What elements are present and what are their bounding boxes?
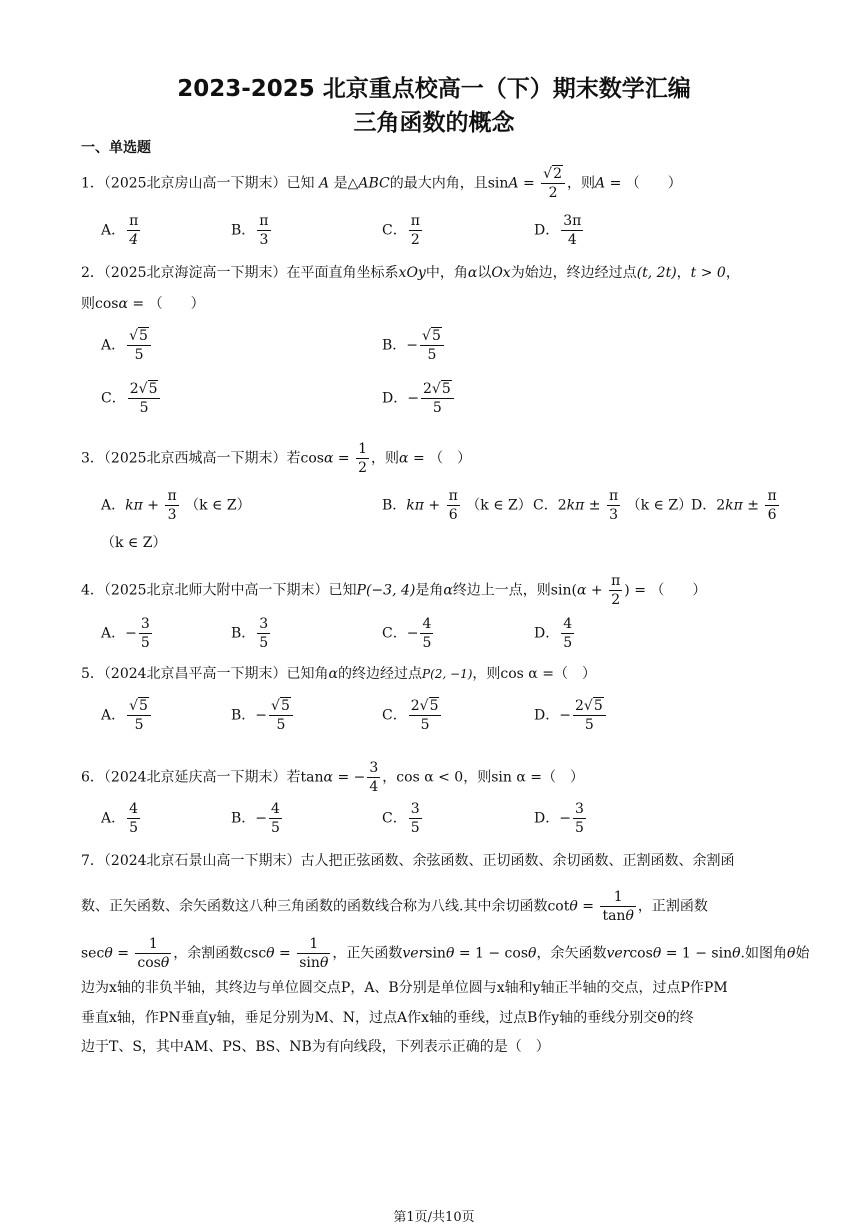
- q5-option-b[interactable]: B．− $\frac{√5}{5}$: [231, 697, 295, 734]
- q6-option-d[interactable]: D．− $\frac{3}{5}$: [534, 801, 584, 836]
- q1-option-b[interactable]: B． $\frac{\pi}{3}$: [231, 213, 269, 248]
- q6-option-b[interactable]: B．− $\frac{4}{5}$: [231, 801, 280, 836]
- q3-option-b[interactable]: B．kπ + $\frac{\pi}{6}$ （k ∈ Z）: [382, 488, 532, 523]
- question-5: 5．（2024北京昌平高一下期末）已知角α的终边经过点P(2, −1)，则cos α =（ ）: [81, 666, 596, 682]
- question-2: 2．（2025北京海淀高一下期末）在平面直角坐标系xOy中，角α以Ox为始边，终边经过点(t, 2t)，t > 0，: [81, 265, 740, 281]
- q3-option-d-cont: （k ∈ Z）: [101, 535, 167, 551]
- q3-option-a[interactable]: A．kπ + $\frac{\pi}{3}$ （k ∈ Z）: [101, 488, 251, 523]
- q2-option-d[interactable]: D．− $\frac{2√5}{5}$: [382, 380, 456, 417]
- q1-option-a[interactable]: A． $\frac{\pi}{4}$: [101, 213, 139, 248]
- q1-prefix: 1．（2025北京房山高一下期末）已知: [81, 175, 315, 192]
- question-7-line-6: 边于T、S，其中AM、PS、BS、NB为有向线段，下列表示正确的是（ ）: [81, 1039, 550, 1055]
- section-heading: 一、单选题: [81, 140, 151, 156]
- document-title: 2023-2025 北京重点校高一（下）期末数学汇编: [177, 76, 691, 102]
- q5-option-d[interactable]: D．− $\frac{2√5}{5}$: [534, 697, 608, 734]
- question-6: 6．（2024北京延庆高一下期末）若tanα = − $\frac{3}{4}$ ，cos α < 0，则sin α =（ ）: [81, 760, 584, 795]
- q4-option-c[interactable]: C．− $\frac{4}{5}$: [382, 616, 432, 651]
- q5-option-c[interactable]: C． $\frac{2√5}{5}$: [382, 697, 443, 734]
- question-7-line-3: secθ = $\frac{1}{\cos\theta}$ ，余割函数cscθ = $\frac{1}{\sin\theta}$ ，正矢函数versinθ = 1 − cosθ，余矢函数vercosθ = 1 − sinθ.如图角θ始: [81, 936, 810, 971]
- question-4: 4．（2025北京北师大附中高一下期末）已知P(−3, 4)是角α终边上一点，则sin(α + $\frac{\pi}{2}$ ) = （ ）: [81, 573, 707, 608]
- q2-option-c[interactable]: C． $\frac{2√5}{5}$: [101, 380, 162, 417]
- q6-option-a[interactable]: A． $\frac{4}{5}$: [101, 801, 139, 836]
- q1-text: 是△: [333, 175, 359, 192]
- question-3: 3．（2025北京西城高一下期末）若cosα = $\frac{1}{2}$ ，则α = （ ）: [81, 441, 472, 476]
- q4-option-b[interactable]: B． $\frac{3}{5}$: [231, 616, 269, 651]
- q1-option-d[interactable]: D． $\frac{3\pi}{4}$: [534, 213, 582, 248]
- q2-option-b[interactable]: B．− $\frac{√5}{5}$: [382, 327, 446, 364]
- question-1: 1．（2025北京房山高一下期末）已知 A 是△ABC的最大内角，且sinA = $\frac{√2}{2}$ ，则A = （ ）: [81, 166, 682, 201]
- q1-tail: ，则: [567, 175, 596, 192]
- q3-option-d[interactable]: D．2kπ ± $\frac{\pi}{6}$: [691, 488, 777, 523]
- q1-text-2: 的最大内角，且: [389, 175, 488, 192]
- document-subtitle: 三角函数的概念: [353, 110, 515, 136]
- page-footer: 第1页/共10页: [393, 1210, 475, 1225]
- q5-option-a[interactable]: A． $\frac{√5}{5}$: [101, 697, 153, 734]
- question-7: 7．（2024北京石景山高一下期末）古人把正弦函数、余弦函数、正切函数、余切函数、正割函数、余割函: [81, 853, 735, 869]
- q4-option-a[interactable]: A．− $\frac{3}{5}$: [101, 616, 150, 651]
- question-7-line-5: 垂直x轴，作PN垂直y轴，垂足分别为M、N，过点A作x轴的垂线，过点B作y轴的垂线分别交θ的终: [81, 1010, 694, 1026]
- q1-option-c[interactable]: C． $\frac{\pi}{2}$: [382, 213, 420, 248]
- q1-fraction: $\frac{√2}{2}$: [541, 165, 565, 202]
- question-7-line-2: 数、正矢函数、余矢函数这八种三角函数的函数线合称为八线.其中余切函数cotθ = $\frac{1}{\tan\theta}$ ，正割函数: [81, 889, 708, 924]
- q6-option-c[interactable]: C． $\frac{3}{5}$: [382, 801, 420, 836]
- question-2-line-2: 则cosα = （ ）: [81, 296, 205, 312]
- question-7-line-4: 边为x轴的非负半轴，其终边与单位圆交点P，A、B分别是单位圆与x轴和y轴正半轴的交点，过点P作PM: [81, 980, 728, 996]
- q4-option-d[interactable]: D． $\frac{4}{5}$: [534, 616, 573, 651]
- q2-option-a[interactable]: A． $\frac{√5}{5}$: [101, 327, 153, 364]
- q1-paren: （ ）: [625, 175, 682, 192]
- q3-option-c[interactable]: C．2kπ ± $\frac{\pi}{3}$ （k ∈ Z）: [533, 488, 693, 523]
